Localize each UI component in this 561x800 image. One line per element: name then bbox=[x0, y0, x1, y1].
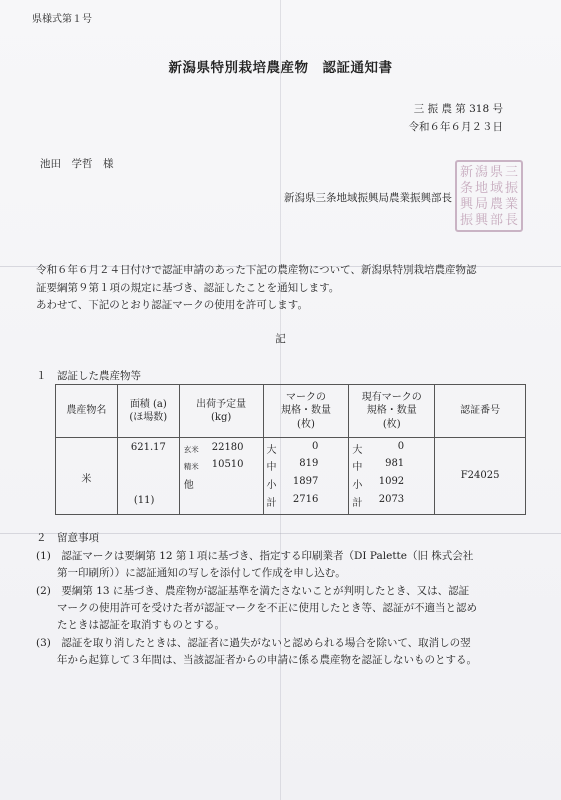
cell-cert-no: F24025 bbox=[435, 438, 526, 515]
cell-existing-mark: 大 0 中 981 小 1092 計 2073 bbox=[349, 438, 435, 515]
cell-mark: 大 0 中 819 小 1897 計 2716 bbox=[263, 438, 349, 515]
seal-char: 域 bbox=[489, 180, 503, 196]
note-line: たときは認証を取消すものとする。 bbox=[36, 619, 225, 631]
seal-char: 興 bbox=[459, 196, 473, 212]
table-header-row bbox=[56, 385, 526, 438]
issuer: 新潟県三条地域振興局農業振興部長 bbox=[284, 192, 452, 204]
body-paragraph-line: 証要綱第９第１項の規定に基づき、認証したことを通知します。 bbox=[36, 282, 340, 294]
official-seal bbox=[455, 160, 523, 232]
document-date: 令和６年６月２３日 bbox=[408, 121, 503, 133]
document-number: 三 振 農 第 318 号 bbox=[413, 103, 503, 115]
certified-products-table bbox=[55, 384, 526, 515]
ki-heading: 記 bbox=[275, 333, 286, 345]
seal-char: 潟 bbox=[474, 164, 488, 180]
addressee: 池田 学哲 様 bbox=[40, 158, 114, 170]
note-line: マークの使用許可を受けた者が認証マークを不正に使用したとき等、認証が不適当と認め bbox=[36, 602, 477, 614]
seal-char: 新 bbox=[459, 164, 473, 180]
seal-char: 条 bbox=[459, 180, 473, 196]
section2-heading: ２ 留意事項 bbox=[36, 532, 99, 544]
cell-area: 621.17 (11) bbox=[117, 438, 179, 515]
form-number: 県様式第１号 bbox=[32, 14, 92, 25]
note-line: (1) 認証マークは要綱第 12 第１項に基づき、指定する印刷業者（DI Palette（旧 株式会社 bbox=[36, 550, 474, 562]
header-cert-no: 認証番号 bbox=[435, 385, 526, 438]
seal-char: 部 bbox=[489, 212, 503, 228]
seal-char: 業 bbox=[504, 196, 518, 212]
note-line: 年から起算して３年間は、当該認証者からの申請に係る農産物を認証しないものとする。 bbox=[36, 654, 477, 666]
seal-char: 振 bbox=[459, 212, 473, 228]
cell-crop: 米 bbox=[56, 438, 118, 515]
seal-char: 振 bbox=[504, 180, 518, 196]
cell-shipment: 玄米 22180 精米 10510 他 bbox=[179, 438, 263, 515]
note-line: (2) 要綱第 13 に基づき、農産物が認証基準を満たさないことが判明したとき、又は、認証 bbox=[36, 585, 470, 597]
section1-heading: １ 認証した農産物等 bbox=[36, 370, 141, 382]
seal-char: 局 bbox=[474, 196, 488, 212]
header-crop: 農産物名 bbox=[56, 385, 118, 438]
body-paragraph-line: あわせて、下記のとおり認証マークの使用を許可します。 bbox=[36, 299, 308, 311]
body-paragraph-line: 令和６年６月２４日付けで認証申請のあった下記の農産物について、新潟県特別栽培農産物認 bbox=[36, 264, 477, 276]
seal-char: 三 bbox=[504, 164, 518, 180]
seal-char: 長 bbox=[504, 212, 518, 228]
seal-char: 県 bbox=[489, 164, 503, 180]
header-area: 面積 (a) (ほ場数) bbox=[117, 385, 179, 438]
seal-char: 地 bbox=[474, 180, 488, 196]
document-title: 新潟県特別栽培農産物 認証通知書 bbox=[168, 60, 393, 76]
table-row bbox=[56, 438, 526, 515]
note-line: 第一印刷所））に認証通知の写しを添付して作成を申し込む。 bbox=[36, 567, 346, 579]
header-mark: マークの 規格・数量 (枚) bbox=[263, 385, 349, 438]
seal-char: 興 bbox=[474, 212, 488, 228]
header-existing-mark: 現有マークの 規格・数量 (枚) bbox=[349, 385, 435, 438]
header-shipment: 出荷予定量 (kg) bbox=[179, 385, 263, 438]
seal-char: 農 bbox=[489, 196, 503, 212]
note-line: (3) 認証を取り消したときは、認証者に過失がないと認められる場合を除いて、取消しの翌 bbox=[36, 637, 471, 649]
